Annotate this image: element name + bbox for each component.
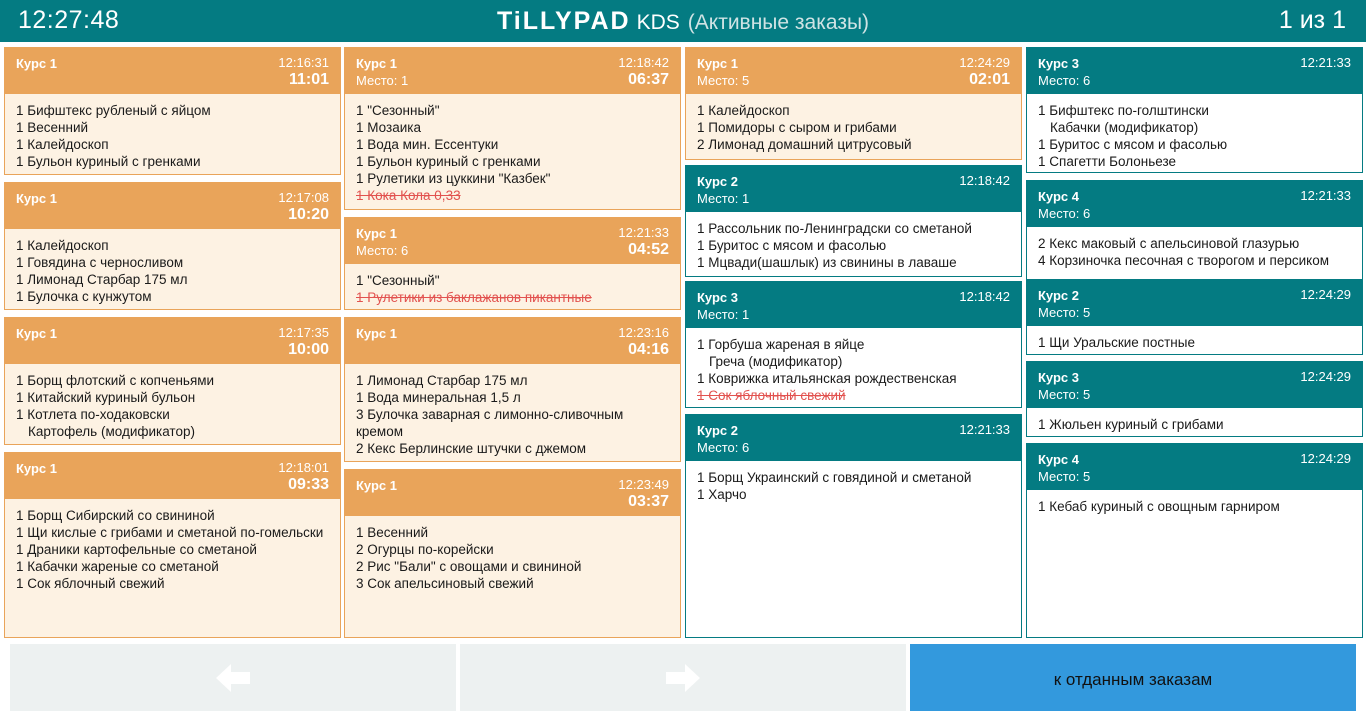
order-items-list: [1027, 94, 1362, 170]
order-card-header: [345, 48, 680, 94]
course-label: Курс 1: [16, 191, 58, 206]
order-time: 12:21:33: [618, 225, 669, 240]
course-label: Курс 1: [16, 326, 58, 341]
order-time: 12:21:33: [1300, 188, 1351, 203]
order-time: 12:21:33: [959, 422, 1010, 437]
product-name: KDS: [636, 11, 680, 34]
order-items-list: [1027, 490, 1362, 515]
seat-label: Место: 6: [1038, 73, 1091, 88]
seat-label: Место: 5: [1038, 387, 1091, 402]
course-label: Курс 1: [16, 461, 58, 476]
arrow-right-icon: [666, 664, 700, 692]
order-item-modifier[interactable]: Картофель (модификатор): [28, 424, 195, 439]
seat-label: Место: 6: [697, 440, 750, 455]
elapsed-timer: 10:20: [288, 206, 329, 223]
course-label: Курс 3: [1038, 56, 1080, 71]
order-card-header: [1027, 181, 1362, 227]
order-card[interactable]: [344, 217, 681, 310]
order-item[interactable]: 1 Лимонад Старбар 175 мл: [16, 272, 188, 287]
seat-label: Место: 6: [1038, 206, 1091, 221]
elapsed-timer: 10:00: [288, 341, 329, 358]
order-time: 12:18:42: [618, 55, 669, 70]
order-items-list: [5, 229, 340, 305]
course-label: Курс 1: [16, 56, 58, 71]
order-item[interactable]: 1 "Сезонный": [356, 103, 440, 118]
order-time: 12:17:35: [278, 325, 329, 340]
order-card-header: [5, 453, 340, 499]
order-items-list: [345, 364, 680, 457]
course-label: Курс 2: [1038, 288, 1080, 303]
course-label: Курс 4: [1038, 452, 1080, 467]
order-item[interactable]: 2 Лимонад домашний цитрусовый: [697, 137, 912, 152]
order-items-list: [686, 212, 1021, 271]
order-time: 12:17:08: [278, 190, 329, 205]
order-item[interactable]: 1 Говядина с черносливом: [16, 255, 184, 270]
order-items-list: [5, 499, 340, 592]
order-items-list: [686, 94, 1021, 153]
order-item[interactable]: 1 Калейдоскоп: [16, 238, 109, 253]
orders-column-4: [1026, 47, 1363, 638]
order-items-list: [345, 94, 680, 204]
tillypad-logo: TiLLYPAD: [496, 7, 631, 35]
order-item[interactable]: 2 Кекс Берлинские штучки с джемом: [356, 441, 587, 456]
course-label: Курс 3: [1038, 370, 1080, 385]
course-label: Курс 4: [1038, 189, 1080, 204]
order-item[interactable]: 1 Калейдоскоп: [16, 137, 109, 152]
orders-column-3: [685, 47, 1022, 638]
order-card-header: [5, 48, 340, 94]
order-item[interactable]: 1 Помидоры с сыром и грибами: [697, 120, 897, 135]
order-items-list: [686, 461, 1021, 503]
order-card[interactable]: [1026, 47, 1363, 173]
prev-page-button[interactable]: [10, 644, 456, 711]
order-time: 12:24:29: [959, 55, 1010, 70]
view-subtitle: (Активные заказы): [687, 11, 870, 34]
order-item[interactable]: 1 Кебаб куриный с овощным гарниром: [1038, 499, 1280, 514]
order-time: 12:24:29: [1300, 451, 1351, 466]
order-item[interactable]: 1 Коврижка итальянская рождественская: [697, 371, 957, 386]
order-card-header: [686, 48, 1021, 94]
order-items-list: [5, 364, 340, 440]
order-card-header: [5, 183, 340, 229]
order-items-list: [1027, 227, 1362, 269]
order-card[interactable]: [4, 317, 341, 445]
order-item[interactable]: 1 Рулетики из цуккини "Казбек": [356, 171, 551, 186]
orders-column-1: [4, 47, 341, 638]
order-item[interactable]: 1 Весенний: [356, 525, 429, 540]
completed-orders-button[interactable]: к отданным заказам: [910, 644, 1356, 711]
order-card-header: [345, 218, 680, 264]
order-card[interactable]: [685, 165, 1022, 277]
seat-label: Место: 5: [697, 73, 750, 88]
order-item[interactable]: 1 Спагетти Болоньезе: [1038, 154, 1177, 169]
order-item[interactable]: 1 "Сезонный": [356, 273, 440, 288]
order-item[interactable]: 1 Сок яблочный свежий: [16, 576, 165, 591]
order-item[interactable]: 1 Буритос с мясом и фасолью: [1038, 137, 1228, 152]
order-item[interactable]: 1 Калейдоскоп: [697, 103, 790, 118]
order-item-modifier[interactable]: Греча (модификатор): [709, 354, 843, 369]
order-item[interactable]: 1 Весенний: [16, 120, 89, 135]
order-card[interactable]: [344, 317, 681, 462]
order-item-modifier[interactable]: Кабачки (модификатор): [1050, 120, 1199, 135]
order-card[interactable]: [4, 182, 341, 310]
order-item[interactable]: 1 Горбуша жареная в яйце: [697, 337, 865, 352]
order-card-header: [5, 318, 340, 364]
seat-label: Место: 1: [697, 307, 750, 322]
order-item[interactable]: 1 Лимонад Старбар 175 мл: [356, 373, 528, 388]
order-item[interactable]: 1 Щи Уральские постные: [1038, 335, 1195, 350]
order-item[interactable]: 1 Бифштекс рубленый с яйцом: [16, 103, 211, 118]
order-item[interactable]: 1 Бульон куриный с гренками: [16, 154, 201, 169]
order-item[interactable]: 1 Китайский куриный бульон: [16, 390, 196, 405]
order-item[interactable]: 1 Бифштекс по-голштински: [1038, 103, 1209, 118]
order-item[interactable]: 1 Буритос с мясом и фасолью: [697, 238, 887, 253]
order-item[interactable]: 2 Рис "Бали" с овощами и свининой: [356, 559, 582, 574]
seat-label: Место: 6: [356, 243, 409, 258]
order-card[interactable]: [685, 281, 1022, 408]
course-label: Курс 1: [356, 326, 398, 341]
course-label: Курс 3: [697, 290, 739, 305]
order-item[interactable]: 1 Рассольник по-Ленинградски со сметаной: [697, 221, 972, 236]
order-item[interactable]: 1 Борщ Сибирский со свининой: [16, 508, 215, 523]
order-item[interactable]: 3 Сок апельсиновый свежий: [356, 576, 534, 591]
order-items-list: [5, 94, 340, 170]
order-item[interactable]: 1 Котлета по-ходаковски: [16, 407, 170, 422]
order-item[interactable]: 1 Бульон куриный с гренками: [356, 154, 541, 169]
page-indicator: 1 из 1: [1278, 6, 1346, 34]
order-card-header: [345, 318, 680, 364]
seat-label: Место: 5: [1038, 305, 1091, 320]
order-item[interactable]: 2 Огурцы по-корейски: [356, 542, 494, 557]
order-item[interactable]: 1 Жюльен куриный с грибами: [1038, 417, 1224, 432]
order-item[interactable]: 1 Драники картофельные со сметаной: [16, 542, 257, 557]
order-card[interactable]: [344, 47, 681, 210]
order-item[interactable]: 1 Вода мин. Ессентуки: [356, 137, 499, 152]
clock: 12:27:48: [18, 6, 120, 34]
order-time: 12:24:29: [1300, 369, 1351, 384]
orders-column-2: [344, 47, 681, 638]
arrow-left-icon: [216, 664, 250, 692]
elapsed-timer: 06:37: [628, 71, 669, 88]
order-item[interactable]: 1 Щи кислые с грибами и сметаной по-гомельски: [16, 525, 324, 540]
order-item[interactable]: 1 Борщ флотский с копченьями: [16, 373, 215, 388]
order-time: 12:18:01: [278, 460, 329, 475]
order-card[interactable]: [685, 47, 1022, 160]
course-label: Курс 1: [356, 478, 398, 493]
order-card[interactable]: [344, 469, 681, 638]
order-item[interactable]: 1 Вода минеральная 1,5 л: [356, 390, 521, 405]
order-card[interactable]: [685, 414, 1022, 638]
order-item[interactable]: 1 Булочка с кунжутом: [16, 289, 152, 304]
order-card-header: [1027, 48, 1362, 94]
order-time: 12:18:42: [959, 173, 1010, 188]
order-items-list: [345, 264, 680, 306]
order-item[interactable]: 1 Мцвади(шашлык) из свинины в лаваше: [697, 255, 957, 270]
order-card-header: [1027, 444, 1362, 490]
order-item[interactable]: 3 Булочка заварная с лимонно-сливочным кремом: [356, 407, 624, 439]
order-time: 12:23:49: [618, 477, 669, 492]
order-card[interactable]: [1026, 361, 1363, 437]
brand-title: [0, 7, 1366, 36]
order-card[interactable]: [4, 452, 341, 638]
course-label: Курс 2: [697, 423, 739, 438]
elapsed-timer: 09:33: [288, 476, 329, 493]
order-time: 12:23:16: [618, 325, 669, 340]
order-time: 12:16:31: [278, 55, 329, 70]
order-time: 12:21:33: [1300, 55, 1351, 70]
elapsed-timer: 11:01: [288, 71, 329, 88]
order-item-voided[interactable]: 1 Рулетики из баклажанов пикантные: [356, 290, 592, 305]
order-items-list: [1027, 408, 1362, 433]
order-item[interactable]: 1 Мозаика: [356, 120, 421, 135]
order-items-list: [1027, 326, 1362, 351]
elapsed-timer: 03:37: [628, 493, 669, 510]
order-item[interactable]: 4 Корзиночка песочная с творогом и персиком: [1038, 253, 1330, 268]
elapsed-timer: 04:52: [628, 241, 669, 258]
next-page-button[interactable]: [460, 644, 906, 711]
course-label: Курс 1: [356, 226, 398, 241]
order-card-header: [686, 282, 1021, 328]
seat-label: Место: 1: [697, 191, 750, 206]
seat-label: Место: 1: [356, 73, 409, 88]
course-label: Курс 2: [697, 174, 739, 189]
top-bar: [0, 0, 1366, 42]
course-label: Курс 1: [356, 56, 398, 71]
elapsed-timer: 04:16: [628, 341, 669, 358]
order-item-voided[interactable]: 1 Сок яблочный свежий: [697, 388, 846, 403]
order-item[interactable]: 1 Борщ Украинский с говядиной и сметаной: [697, 470, 972, 485]
order-card-header: [686, 415, 1021, 461]
order-card-header: [345, 470, 680, 516]
order-item[interactable]: 1 Кабачки жареные со сметаной: [16, 559, 219, 574]
order-item-voided[interactable]: 1 Кока Кола 0,33: [356, 188, 461, 203]
order-time: 12:24:29: [1300, 287, 1351, 302]
order-card[interactable]: [1026, 279, 1363, 355]
order-card-header: [1027, 362, 1362, 408]
order-card-header: [1027, 280, 1362, 326]
order-items-list: [345, 516, 680, 592]
elapsed-timer: 02:01: [969, 71, 1010, 88]
seat-label: Место: 5: [1038, 469, 1091, 484]
order-card-header: [686, 166, 1021, 212]
order-time: 12:18:42: [959, 289, 1010, 304]
order-item[interactable]: 1 Харчо: [697, 487, 747, 502]
order-items-list: [686, 328, 1021, 404]
order-card[interactable]: [1026, 180, 1363, 280]
course-label: Курс 1: [697, 56, 739, 71]
order-item[interactable]: 2 Кекс маковый с апельсиновой глазурью: [1038, 236, 1300, 251]
order-card[interactable]: [1026, 443, 1363, 638]
order-card[interactable]: [4, 47, 341, 175]
